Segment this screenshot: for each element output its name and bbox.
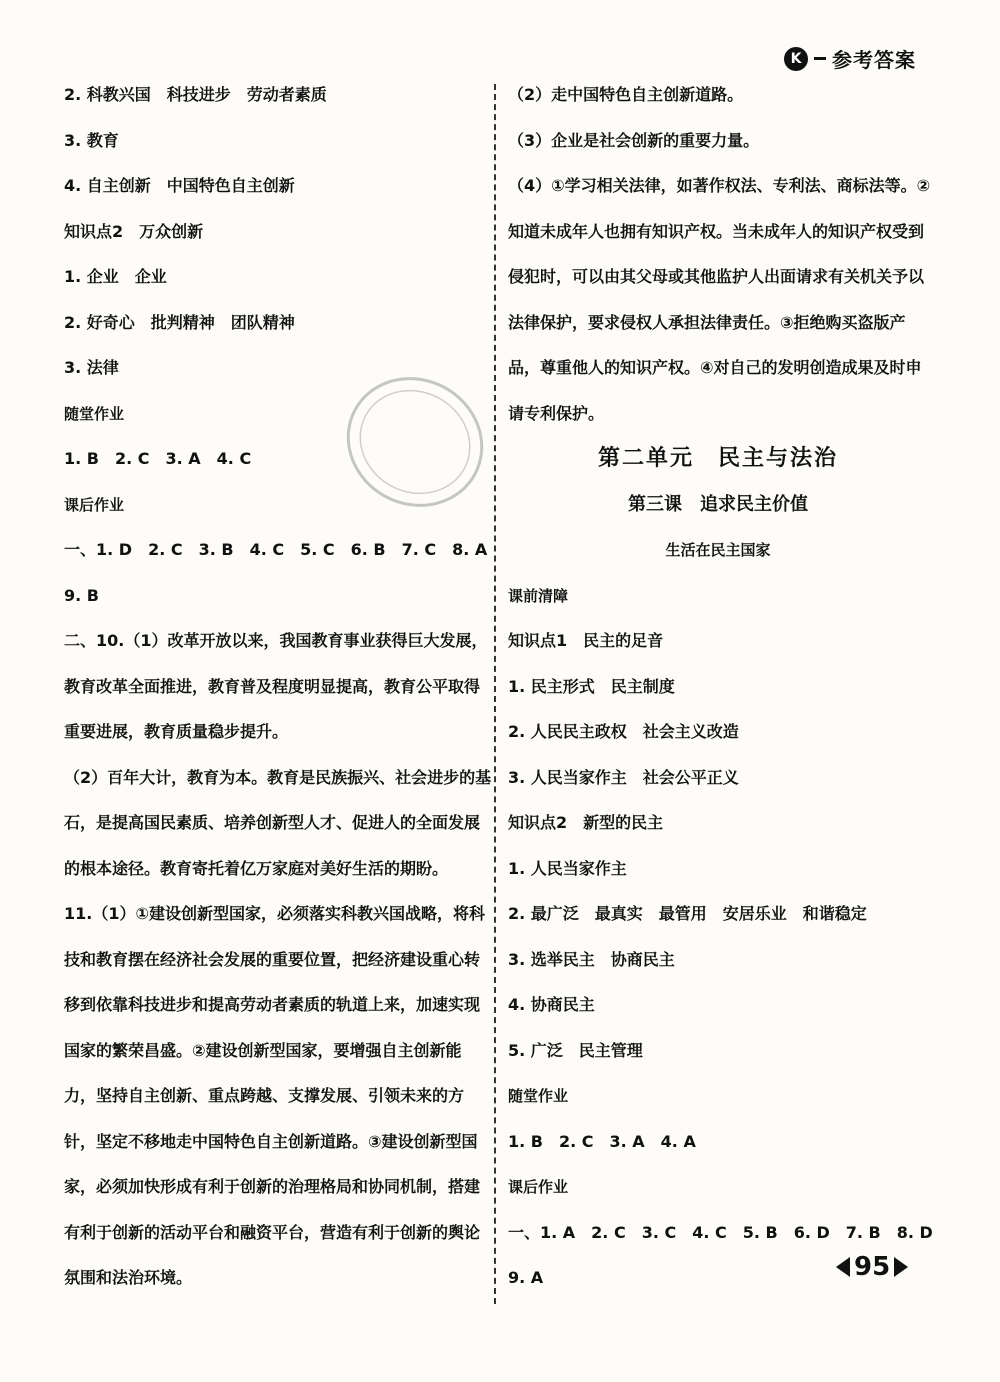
- header-title: 参考答案: [832, 48, 916, 72]
- answer-line: 1. B 2. C 3. A 4. A: [508, 1131, 696, 1151]
- answer-line: 力，坚持自主创新、重点跨越、支撑发展、引领未来的方: [64, 1086, 465, 1105]
- answer-line: 5. 广泛 民主管理: [508, 1040, 643, 1060]
- triangle-right-icon: [894, 1257, 908, 1277]
- answer-line: 一、1. A 2. C 3. C 4. C 5. B 6. D 7. B 8. D: [508, 1222, 933, 1242]
- answer-line: 侵犯时，可以由其父母或其他监护人出面请求有关机关予以: [508, 267, 925, 286]
- answer-line: 1. 企业 企业: [64, 267, 167, 286]
- knowledge-point-heading: 知识点2 万众创新: [64, 221, 204, 241]
- answer-line: 知道未成年人也拥有知识产权。当未成年人的知识产权受到: [508, 221, 925, 241]
- section-heading: 课后作业: [64, 495, 125, 514]
- answer-line: 品，尊重他人的知识产权。④对自己的发明创造成果及时申: [508, 358, 922, 377]
- page-number-text: 95: [854, 1252, 891, 1282]
- answer-line: 4. 协商民主: [508, 995, 595, 1014]
- page-header: [784, 44, 916, 73]
- answer-line: 移到依靠科技进步和提高劳动者素质的轨道上来，加速实现: [64, 995, 481, 1014]
- answer-line: 2. 最广泛 最真实 最管用 安居乐业 和谐稳定: [508, 904, 867, 923]
- section-heading: 随堂作业: [64, 404, 125, 423]
- answer-line: （4）①学习相关法律，如著作权法、专利法、商标法等。②: [508, 176, 931, 195]
- answer-line: 11.（1）①建设创新型国家，必须落实科教兴国战略，将科: [64, 904, 486, 923]
- answer-line: 1. 民主形式 民主制度: [508, 676, 675, 696]
- column-divider: [494, 84, 496, 1304]
- section-heading: 随堂作业: [508, 1087, 569, 1105]
- knowledge-point-heading: 知识点2 新型的民主: [508, 813, 664, 832]
- answer-line: 氛围和法治环境。: [64, 1268, 193, 1287]
- answer-line: 9. A: [508, 1268, 544, 1287]
- answer-line: 石，是提高国民素质、培养创新型人才、促进人的全面发展: [64, 813, 481, 832]
- answer-line: （2）百年大计，教育为本。教育是民族振兴、社会进步的基: [64, 767, 492, 787]
- lesson-title: 第三课 追求民主价值: [628, 493, 808, 515]
- answer-line: 技和教育摆在经济社会发展的重要位置，把经济建设重心转: [64, 949, 481, 969]
- answer-line: 二、10.（1）改革开放以来，我国教育事业获得巨大发展，: [64, 631, 488, 650]
- answer-line: 有利于创新的活动平台和融资平台，营造有利于创新的舆论: [64, 1222, 481, 1242]
- page-number: [836, 1252, 908, 1282]
- left-column: [64, 84, 492, 1313]
- section-heading: 课后作业: [508, 1178, 569, 1196]
- answer-line: 3. 选举民主 协商民主: [508, 949, 675, 969]
- unit-title: 第二单元 民主与法治: [597, 446, 838, 471]
- answer-line: 2. 人民民主政权 社会主义改造: [508, 722, 739, 741]
- answer-line: 9. B: [64, 585, 99, 605]
- section-heading: 课前清障: [508, 586, 569, 605]
- answer-line: 教育改革全面推进，教育普及程度明显提高，教育公平取得: [64, 676, 481, 696]
- answer-line: 请专利保护。: [508, 403, 605, 423]
- answer-line: 4. 自主创新 中国特色自主创新: [64, 176, 295, 195]
- answer-line: （3）企业是社会创新的重要力量。: [508, 130, 760, 150]
- knowledge-point-heading: 知识点1 民主的足音: [508, 631, 664, 650]
- answer-line: 3. 教育: [64, 130, 119, 150]
- answer-line: （2）走中国特色自主创新道路。: [508, 85, 744, 104]
- answer-line: 3. 人民当家作主 社会公平正义: [508, 767, 739, 787]
- answer-line: 的根本途径。教育寄托着亿万家庭对美好生活的期盼。: [64, 858, 449, 878]
- answer-line: 法律保护，要求侵权人承担法律责任。③拒绝购买盗版产: [508, 312, 906, 332]
- answer-line: 一、1. D 2. C 3. B 4. C 5. C 6. B 7. C 8. A: [64, 540, 488, 559]
- answer-line: 1. B 2. C 3. A 4. C: [64, 449, 252, 468]
- answer-line: 家，必须加快形成有利于创新的治理格局和协同机制，搭建: [64, 1177, 481, 1196]
- section-title: 生活在民主国家: [665, 541, 771, 559]
- answer-line: 2. 科教兴国 科技进步 劳动者素质: [64, 85, 327, 104]
- answer-line: 重要进展，教育质量稳步提升。: [64, 722, 289, 741]
- answer-line: 国家的繁荣昌盛。②建设创新型国家，要增强自主创新能: [64, 1040, 462, 1060]
- answer-line: 3. 法律: [64, 358, 119, 377]
- publisher-logo-icon: K: [784, 47, 808, 71]
- right-column: [508, 84, 933, 1313]
- triangle-left-icon: [836, 1257, 850, 1277]
- answer-line: 2. 好奇心 批判精神 团队精神: [64, 312, 295, 332]
- answer-line: 针，坚定不移地走中国特色自主创新道路。③建设创新型国: [64, 1131, 478, 1151]
- answer-line: 1. 人民当家作主: [508, 858, 627, 878]
- header-dash: [814, 57, 826, 60]
